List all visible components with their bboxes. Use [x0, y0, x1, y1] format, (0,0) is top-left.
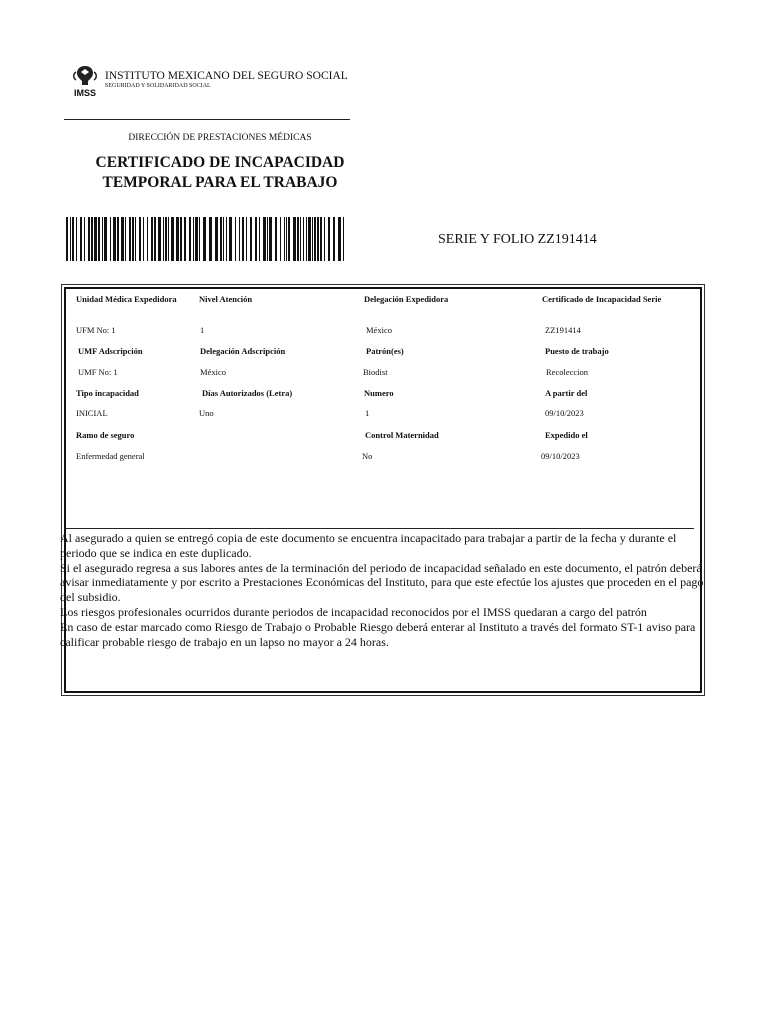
notice-paragraph: Los riesgos profesionales ocurridos durante periodos de incapacidad reconocidos por el IMSS quedaran a cargo del patrón: [60, 604, 647, 619]
label-puesto-trabajo: Puesto de trabajo: [545, 346, 609, 356]
value-tipo-incapacidad: INICIAL: [76, 408, 108, 418]
value-unidad-medica: UFM No: 1: [76, 325, 116, 335]
document-title-line-1: CERTIFICADO DE INCAPACIDAD: [95, 154, 345, 171]
label-expedido-el: Expedido el: [545, 430, 588, 440]
label-tipo-incapacidad: Tipo incapacidad: [76, 388, 139, 398]
value-patron: Biodist: [363, 367, 388, 377]
imss-logo-text: IMSS: [73, 88, 97, 98]
label-delegacion-expedidora: Delegación Expedidora: [364, 294, 449, 304]
value-ramo-seguro: Enfermedad general: [76, 451, 145, 461]
institution-name: INSTITUTO MEXICANO DEL SEGURO SOCIAL: [105, 70, 348, 82]
value-a-partir-del: 09/10/2023: [545, 408, 584, 418]
value-control-maternidad: No: [362, 451, 373, 461]
notice-paragraph: En caso de estar marcado como Riesgo de Trabajo o Probable Riesgo deberá enterar al Instituto a través del formato ST-1 aviso para calificar probable riesgo de trabajo en un lapso no mayor a 24 horas.: [60, 619, 696, 649]
value-delegacion-adscripcion: México: [200, 367, 226, 377]
label-certificado-serie: Certificado de Incapacidad Serie: [542, 294, 662, 304]
label-a-partir-del: A partir del: [545, 388, 588, 398]
barcode-icon: [66, 217, 346, 261]
notice-paragraph: Si el asegurado regresa a sus labores antes de la terminación del periodo de incapacidad señalado en este documento, el patrón deberá avisar inmediatamente y por escrito a Prestaciones Económicas del Instituto, para que este efectúe los ajustes que proceden en el pago del subsidio.: [60, 560, 704, 605]
serie-folio: SERIE Y FOLIO ZZ191414: [438, 232, 597, 247]
document-title: [64, 153, 376, 193]
document-title-line-2: TEMPORAL PARA EL TRABAJO: [102, 174, 338, 191]
institution-tagline: SEGURIDAD Y SOLIDARIDAD SOCIAL: [105, 83, 211, 89]
notice-divider: [64, 528, 694, 529]
value-nivel-atencion: 1: [200, 325, 205, 335]
label-ramo-seguro: Ramo de seguro: [76, 430, 135, 440]
imss-logo-icon: [70, 64, 100, 98]
label-nivel-atencion: Nivel Atención: [199, 294, 253, 304]
label-control-maternidad: Control Maternidad: [365, 430, 439, 440]
value-numero: 1: [365, 408, 370, 418]
notice-paragraph: Al asegurado a quien se entregó copia de este documento se encuentra incapacitado para trabajar a partir de la fecha y durante el periodo que se indica en este duplicado.: [60, 531, 677, 560]
label-dias-autorizados: Días Autorizados (Letra): [202, 388, 293, 398]
value-puesto-trabajo: Recoleccion: [546, 367, 589, 377]
label-patron: Patrón(es): [366, 346, 404, 356]
value-dias-autorizados: Uno: [199, 408, 214, 418]
label-delegacion-adscripcion: Delegación Adscripción: [200, 346, 286, 356]
notice-text: [60, 531, 705, 649]
label-umf-adscripcion: UMF Adscripción: [78, 346, 143, 356]
label-unidad-medica: Unidad Médica Expedidora: [76, 294, 177, 304]
value-delegacion-expedidora: México: [366, 325, 392, 335]
value-certificado-serie: ZZ191414: [545, 325, 581, 335]
value-expedido-el: 09/10/2023: [541, 451, 580, 461]
value-umf-adscripcion: UMF No: 1: [78, 367, 118, 377]
header-divider: [64, 119, 350, 120]
department-name: DIRECCIÓN DE PRESTACIONES MÉDICAS: [128, 133, 312, 143]
label-numero: Numero: [364, 388, 394, 398]
